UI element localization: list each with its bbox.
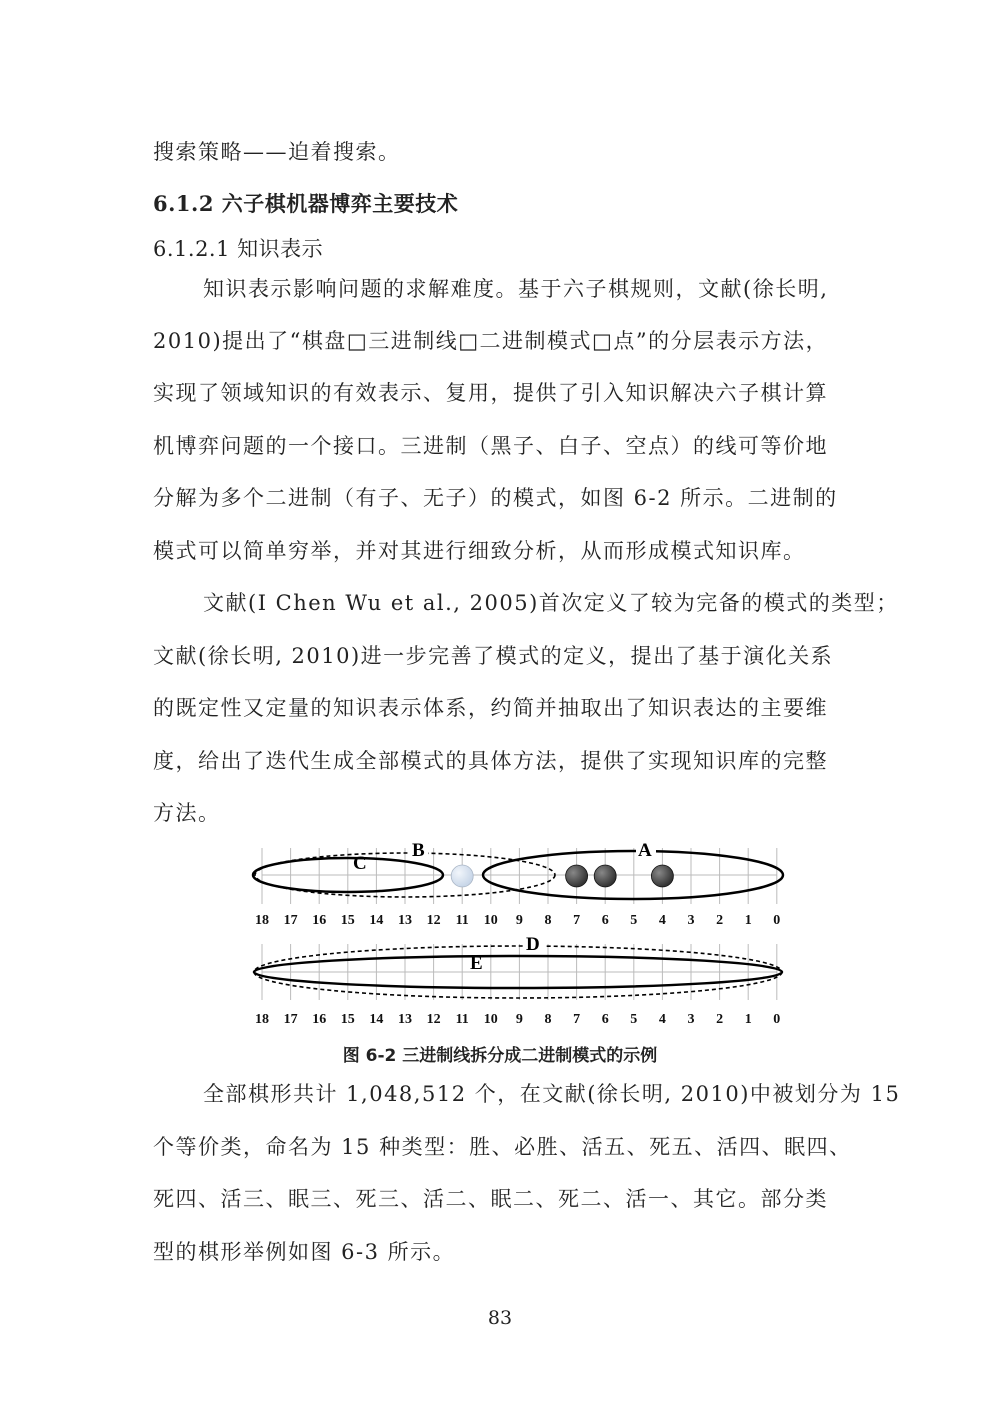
paragraph-line: 模式可以简单穷举，并对其进行细致分析，从而形成模式知识库。 [153, 539, 806, 563]
paragraph-line: 分解为多个二进制（有子、无子）的模式，如图 6-2 所示。二进制的 [153, 486, 838, 510]
paragraph-line: 死四、活三、眠三、死三、活二、眠二、死二、活一、其它。部分类 [153, 1187, 828, 1211]
figure-caption: 图 6-2 三进制线拆分成二进制模式的示例 [342, 1046, 658, 1066]
text-line: 搜索策略——迫着搜索。 [153, 140, 401, 164]
axis-labels-bottom [255, 1012, 780, 1027]
paragraph-line: 度，给出了迭代生成全部模式的具体方法，提供了实现知识库的完整 [153, 749, 828, 773]
axis-tick-label: 10 [483, 1012, 498, 1027]
axis-tick-label: 10 [483, 913, 498, 928]
paragraph-line: 方法。 [153, 801, 221, 825]
axis-tick-label: 14 [369, 1012, 384, 1027]
axis-tick-label: 4 [658, 1012, 666, 1027]
axis-tick-label: 13 [398, 1012, 412, 1027]
pattern-label-a: A [638, 840, 652, 861]
pattern-label-d: D [526, 934, 540, 955]
axis-tick-label: 14 [369, 913, 384, 928]
stones [451, 865, 673, 887]
paragraph-line: 文献(徐长明, 2010)进一步完善了模式的定义，提出了基于演化关系 [153, 644, 834, 668]
paragraph-line: 全部棋形共计 1,048,512 个，在文献(徐长明, 2010)中被划分为 15 [203, 1082, 901, 1106]
axis-labels-top [255, 913, 780, 928]
axis-tick-label: 9 [515, 1012, 523, 1027]
axis-tick-label: 8 [544, 913, 552, 928]
pattern-label-c: C [353, 853, 367, 874]
axis-tick-label: 1 [744, 913, 752, 928]
axis-tick-label: 18 [255, 1012, 269, 1027]
axis-tick-label: 5 [630, 1012, 638, 1027]
axis-tick-label: 2 [716, 1012, 724, 1027]
axis-tick-label: 7 [573, 1012, 581, 1027]
axis-tick-label: 1 [744, 1012, 752, 1027]
axis-tick-label: 17 [283, 913, 298, 928]
axis-tick-label: 0 [773, 913, 781, 928]
axis-tick-label: 17 [283, 1012, 298, 1027]
axis-tick-label: 16 [312, 913, 327, 928]
axis-tick-label: 11 [455, 1012, 469, 1027]
black-stone [651, 865, 673, 887]
axis-tick-label: 12 [426, 1012, 441, 1027]
paragraph-line: 实现了领域知识的有效表示、复用，提供了引入知识解决六子棋计算 [153, 381, 828, 405]
subsection-heading: 6.1.2.1 知识表示 [153, 237, 324, 261]
axis-tick-label: 15 [340, 1012, 355, 1027]
axis-tick-label: 16 [312, 1012, 327, 1027]
axis-tick-label: 7 [573, 913, 581, 928]
axis-tick-label: 3 [687, 1012, 695, 1027]
black-stone [566, 865, 588, 887]
axis-tick-label: 3 [687, 913, 695, 928]
black-stone [594, 865, 616, 887]
pattern-label-e: E [470, 953, 483, 974]
axis-tick-label: 5 [630, 913, 638, 928]
axis-tick-label: 15 [340, 913, 355, 928]
paragraph-line: 个等价类，命名为 15 种类型：胜、必胜、活五、死五、活四、眠四、 [153, 1135, 852, 1159]
paragraph-line: 型的棋形举例如图 6-3 所示。 [153, 1240, 456, 1264]
paragraph-line: 知识表示影响问题的求解难度。基于六子棋规则，文献(徐长明, [203, 277, 829, 301]
paragraph-line: 的既定性又定量的知识表示体系，约简并抽取出了知识表达的主要维 [153, 696, 828, 720]
axis-tick-label: 6 [601, 1012, 609, 1027]
axis-tick-label: 8 [544, 1012, 552, 1027]
page-number: 83 [487, 1307, 513, 1329]
axis-tick-label: 13 [398, 913, 412, 928]
section-heading: 6.1.2 六子棋机器博弈主要技术 [153, 191, 459, 216]
axis-tick-label: 6 [601, 913, 609, 928]
axis-tick-label: 11 [455, 913, 469, 928]
pattern-label-b: B [412, 840, 425, 861]
white-stone [451, 865, 473, 887]
axis-tick-label: 18 [255, 913, 269, 928]
paragraph-line: 2010)提出了“棋盘□三进制线□二进制模式□点”的分层表示方法， [153, 329, 829, 353]
axis-tick-label: 12 [426, 913, 441, 928]
paragraph-line: 文献(I Chen Wu et al., 2005)首次定义了较为完备的模式的类型； [203, 591, 899, 615]
axis-tick-label: 0 [773, 1012, 781, 1027]
axis-tick-label: 9 [515, 913, 523, 928]
figure-6-2 [240, 836, 800, 1036]
axis-tick-label: 4 [658, 913, 666, 928]
axis-tick-label: 2 [716, 913, 724, 928]
paragraph-line: 机博弈问题的一个接口。三进制（黑子、白子、空点）的线可等价地 [153, 434, 828, 458]
